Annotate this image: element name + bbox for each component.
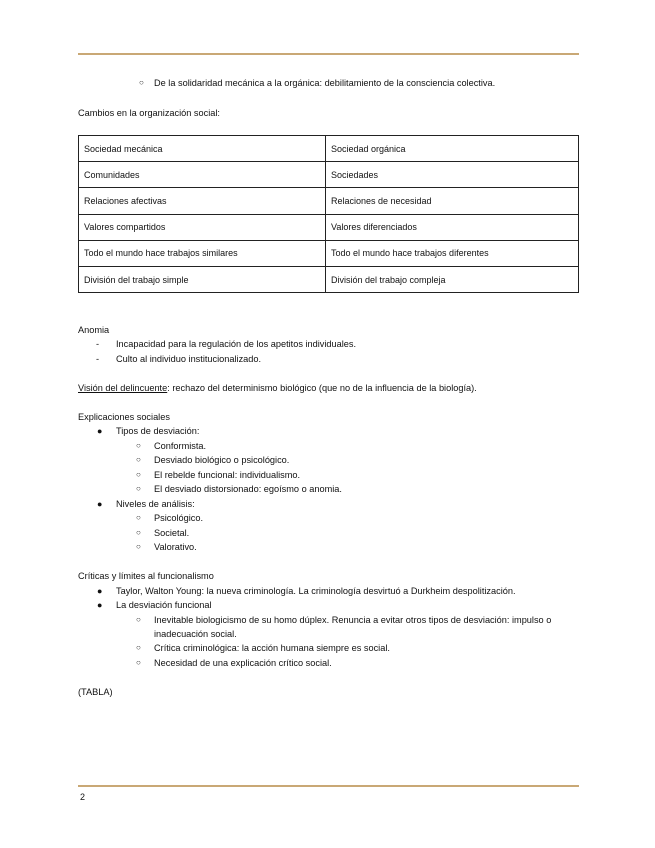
disc-bullet-icon: ● [97, 600, 103, 610]
criticas-item: Taylor, Walton Young: la nueva criminología. La criminología desvirtuó a Durkheim despolitización. [116, 586, 516, 596]
explicaciones-heading: Explicaciones sociales [78, 412, 170, 422]
table-row [79, 162, 579, 188]
circle-bullet-icon: ○ [136, 658, 141, 667]
circle-bullet-icon: ○ [136, 542, 141, 551]
nivel-item: Valorativo. [154, 542, 197, 552]
table-row [79, 188, 579, 214]
criticas-item: La desviación funcional [116, 600, 212, 610]
table-row [79, 136, 579, 162]
table-cell: Sociedad mecánica [79, 136, 326, 162]
table-cell: Sociedad orgánica [325, 136, 578, 162]
table-cell: División del trabajo compleja [325, 266, 578, 292]
page-number: 2 [80, 792, 86, 802]
circle-bullet-icon: ○ [136, 528, 141, 537]
tipo-item: Desviado biológico o psicológico. [154, 455, 290, 465]
tipo-item: El desviado distorsionado: egoísmo o anomia. [154, 484, 342, 494]
tabla-note: (TABLA) [78, 687, 113, 697]
anomia-item: Incapacidad para la regulación de los apetitos individuales. [116, 339, 357, 349]
dash-bullet-icon: - [96, 339, 100, 349]
niveles-label: Niveles de análisis: [116, 499, 195, 509]
table-cell: Valores diferenciados [325, 214, 578, 240]
table-cell: Todo el mundo hace trabajos diferentes [325, 240, 578, 266]
criticas-heading: Críticas y límites al funcionalismo [78, 571, 214, 581]
vision-text: : rechazo del determinismo biológico (que no de la influencia de la biología). [167, 383, 477, 393]
vision-label: Visión del delincuente [78, 383, 168, 393]
tipo-item: Conformista. [154, 441, 207, 451]
sociedad-table [78, 135, 579, 293]
table-cell: Comunidades [79, 162, 326, 188]
circle-bullet-icon: ○ [136, 513, 141, 522]
table-cell: Relaciones afectivas [79, 188, 326, 214]
dash-bullet-icon: - [96, 354, 100, 364]
circle-bullet-icon: ○ [136, 615, 141, 624]
circle-bullet-icon: ○ [136, 470, 141, 479]
criticas-subitem: Inevitable biologicismo de su homo dúplex. Renuncia a evitar otros tipos de desviación: impulso o [154, 615, 552, 625]
criticas-subitem-cont: inadecuación social. [154, 629, 237, 639]
disc-bullet-icon: ● [97, 586, 103, 596]
table-row [79, 240, 579, 266]
table-cell: Valores compartidos [79, 214, 326, 240]
disc-bullet-icon: ● [97, 426, 103, 436]
table-cell: Todo el mundo hace trabajos similares [79, 240, 326, 266]
disc-bullet-icon: ● [97, 499, 103, 509]
circle-bullet-icon: ○ [136, 455, 141, 464]
footer-rule [78, 785, 579, 787]
table-cell: División del trabajo simple [79, 266, 326, 292]
anomia-heading: Anomia [78, 325, 110, 335]
criticas-subitem: Necesidad de una explicación crítico social. [154, 658, 332, 668]
table-cell: Relaciones de necesidad [325, 188, 578, 214]
table-row [79, 214, 579, 240]
circle-bullet-icon: ○ [136, 643, 141, 652]
criticas-subitem: Crítica criminológica: la acción humana siempre es social. [154, 643, 390, 653]
cambios-heading: Cambios en la organización social: [78, 108, 220, 118]
header-rule [78, 53, 579, 55]
nivel-item: Psicológico. [154, 513, 204, 523]
anomia-item: Culto al individuo institucionalizado. [116, 354, 262, 364]
table-cell: Sociedades [325, 162, 578, 188]
solidaridad-line: De la solidaridad mecánica a la orgánica: debilitamiento de la consciencia colectiva. [154, 78, 496, 88]
vision-line [78, 383, 477, 393]
tipos-label: Tipos de desviación: [116, 426, 200, 436]
table-row [79, 266, 579, 292]
nivel-item: Societal. [154, 528, 190, 538]
tipo-item: El rebelde funcional: individualismo. [154, 470, 301, 480]
circle-bullet-icon: ○ [136, 441, 141, 450]
circle-bullet-icon: ○ [136, 484, 141, 493]
circle-bullet-icon: ○ [139, 78, 144, 87]
